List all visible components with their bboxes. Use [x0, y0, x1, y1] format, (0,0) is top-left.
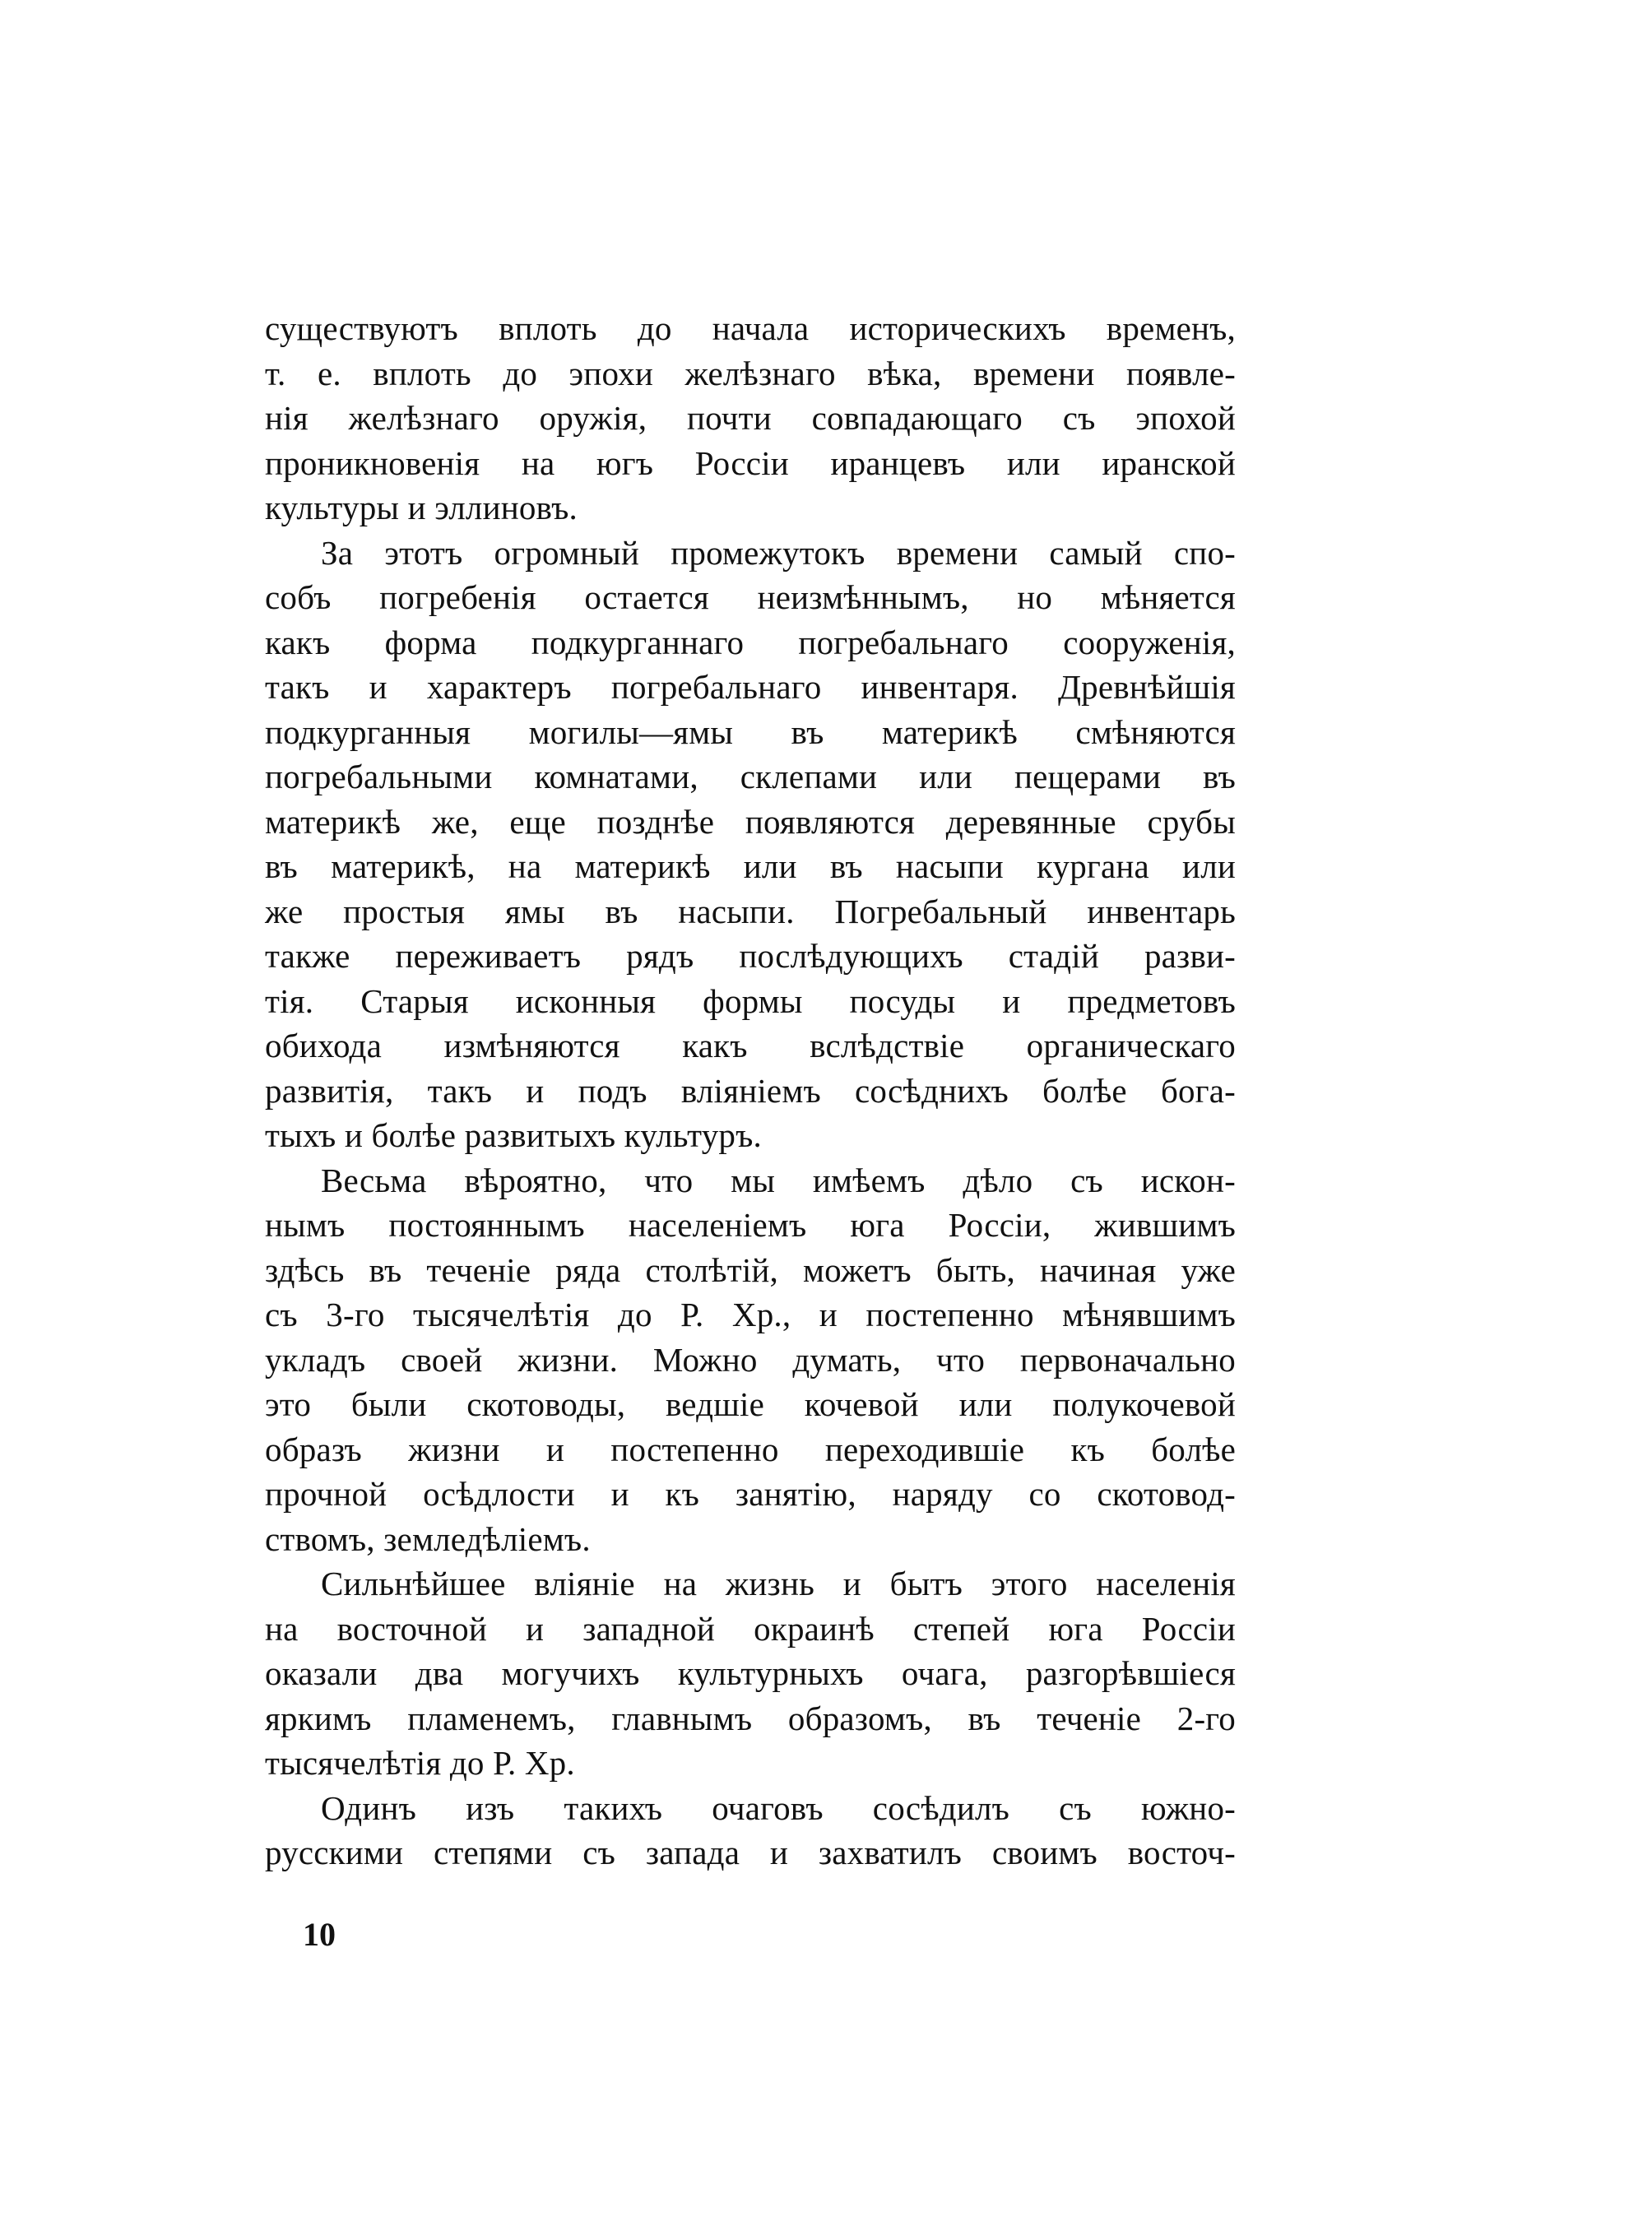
text-line: тысячелѣтія до Р. Хр. [265, 1744, 575, 1782]
text-line: же простыя ямы въ насыпи. Погребальный инвентарь [265, 892, 1236, 930]
text-line: образъ жизни и постепенно переходившіе къ болѣе [265, 1430, 1236, 1468]
text-line: собъ погребенія остается неизмѣннымъ, но мѣняется [265, 578, 1236, 616]
text-line: обихода измѣняются какъ вслѣдствіе органическаго [265, 1027, 1236, 1064]
text-line: прочной осѣдлости и къ занятію, наряду со скотовод- [265, 1475, 1236, 1513]
text-line: такъ и характеръ погребальнаго инвентаря. Древнѣйшія [265, 668, 1236, 706]
text-line: яркимъ пламенемъ, главнымъ образомъ, въ теченіе 2-го [265, 1699, 1236, 1737]
text-line: За этотъ огромный промежутокъ времени самый спо- [321, 533, 1236, 572]
text-line: Сильнѣйшее вліяніе на жизнь и бытъ этого населенія [321, 1565, 1236, 1602]
paragraph-2 [265, 531, 1236, 1158]
paragraph-1 [265, 306, 1236, 531]
page-number: 10 [303, 1916, 336, 1953]
text-line: также переживаетъ рядъ послѣдующихъ стадій разви- [265, 937, 1236, 975]
paragraph-3 [265, 1158, 1236, 1562]
text-line: существуютъ вплоть до начала историческихъ временъ, [265, 309, 1236, 347]
text-line: въ материкѣ, на материкѣ или въ насыпи кургана или [265, 847, 1236, 885]
text-line: нія желѣзнаго оружія, почти совпадающаго съ эпохой [265, 399, 1236, 437]
text-line: оказали два могучихъ культурныхъ очага, разгорѣвшіеся [265, 1654, 1236, 1692]
text-line: подкурганныя могилы—ямы въ материкѣ смѣняются [265, 712, 1236, 751]
text-line: укладъ своей жизни. Можно думать, что первоначально [265, 1340, 1236, 1379]
text-line: здѣсь въ теченіе ряда столѣтій, можетъ быть, начиная уже [265, 1250, 1236, 1289]
text-line: какъ форма подкурганнаго погребальнаго сооруженія, [265, 623, 1236, 661]
text-line: нымъ постояннымъ населеніемъ юга Россіи, жившимъ [265, 1206, 1236, 1244]
text-line: развитія, такъ и подъ вліяніемъ сосѣднихъ болѣе бога- [265, 1071, 1236, 1110]
text-line: ствомъ, земледѣліемъ. [265, 1519, 591, 1558]
paragraph-5 [265, 1786, 1236, 1876]
text-line: Весьма вѣроятно, что мы имѣемъ дѣло съ искон- [321, 1161, 1236, 1199]
body-text [265, 306, 1236, 1876]
text-line: русскими степями съ запада и захватилъ своимъ восточ- [265, 1834, 1236, 1871]
text-line: проникновенія на югъ Россіи иранцевъ или иранской [265, 443, 1236, 482]
text-line: тыхъ и болѣе развитыхъ культуръ. [265, 1116, 762, 1154]
text-line: материкѣ же, еще позднѣе появляются деревянные срубы [265, 802, 1236, 841]
text-line: Одинъ изъ такихъ очаговъ сосѣдилъ съ южно- [321, 1788, 1236, 1827]
text-line: на восточной и западной окраинѣ степей юга Россіи [265, 1609, 1236, 1648]
text-line: т. е. вплоть до эпохи желѣзнаго вѣка, времени появле- [265, 354, 1236, 392]
text-line: погребальными комнатами, склепами или пещерами въ [265, 758, 1236, 795]
text-line: тія. Старыя исконныя формы посуды и предметовъ [265, 981, 1236, 1020]
paragraph-4 [265, 1561, 1236, 1786]
text-line: это были скотоводы, ведшіе кочевой или полукочевой [265, 1385, 1236, 1423]
text-line: культуры и эллиновъ. [265, 489, 578, 526]
text-line: съ 3-го тысячелѣтія до Р. Хр., и постепенно мѣнявшимъ [265, 1296, 1236, 1333]
